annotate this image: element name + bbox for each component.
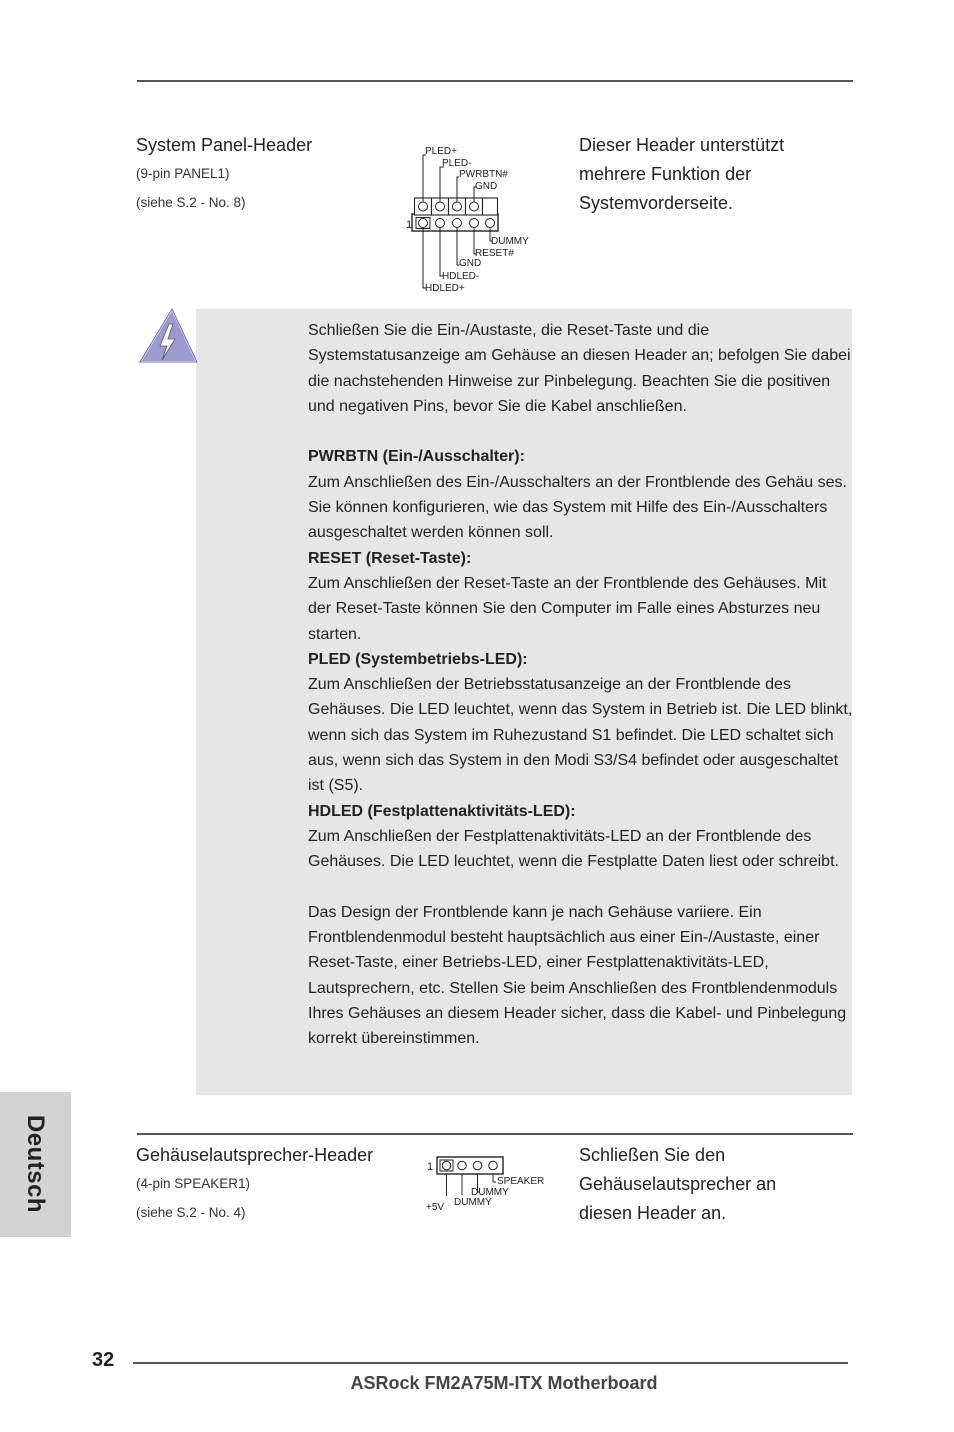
panel-label-gnd-bottom: GND [459, 258, 482, 269]
note-intro: Schließen Sie die Ein-/Austaste, die Reset-Taste und die Systemstatusanzeige am Gehäuse an diesen Header an; befolgen Sie dabei die nachstehenden Hinweise zur Pinbelegung. Beachten Sie die positiven und negativen Pins, bevor Sie die Kabel anschließen. [308, 322, 851, 415]
panel-label-pled-plus: PLED+ [425, 146, 457, 157]
speaker-header-description-line: diesen Header an. [579, 1203, 727, 1223]
top-rule [137, 80, 853, 82]
speaker-section-rule [137, 1133, 853, 1135]
speaker-pin1-label: 1 [427, 1161, 434, 1173]
panel-label-dummy: DUMMY [491, 236, 529, 247]
panel-header-description-line: mehrere Funktion der [579, 164, 752, 184]
panel-label-reset: RESET# [475, 248, 514, 259]
note-heading-reset: RESET (Reset-Taste): [308, 549, 472, 567]
panel-header-pin-diagram [404, 140, 544, 300]
panel-label-pled-minus: PLED- [442, 158, 472, 169]
panel-header-pin-info: (9-pin PANEL1) [136, 166, 230, 181]
note-text [308, 318, 853, 1052]
speaker-label-dummy-right: DUMMY [471, 1187, 509, 1198]
speaker-header-title: Gehäuselautsprecher-Header [136, 1145, 374, 1165]
speaker-header-pin-info: (4-pin SPEAKER1) [136, 1176, 251, 1191]
panel-pin1-label: 1 [406, 219, 413, 231]
speaker-header-description-line: Schließen Sie den [579, 1145, 726, 1165]
language-side-tab [0, 1092, 71, 1237]
note-heading-hdled: HDLED (Festplattenaktivitäts-LED): [308, 802, 576, 820]
panel-label-pwrbtn: PWRBTN# [459, 169, 508, 180]
note-heading-pled: PLED (Systembetriebs-LED): [308, 650, 528, 668]
panel-header-description-line: Dieser Header unterstützt [579, 135, 785, 155]
warning-lightning-icon [136, 306, 200, 366]
speaker-header-description-line: Gehäuselautsprecher an [579, 1174, 777, 1194]
note-body-pled: Zum Anschließen der Betriebsstatusanzeige an der Frontblende des Gehäuses. Die LED leuchtet, wenn das System in Betrieb ist. Die LED blinkt, wenn sich das System im Ruhezustand S1 befindet. Die LED schaltet sich aus, wenn sich das System in den Modi S3/S4 befindet oder ausgeschaltet ist (S5). [308, 676, 853, 795]
panel-header-ref: (siehe S.2 - No. 8) [136, 195, 246, 210]
panel-label-hdled-plus: HDLED+ [425, 283, 465, 294]
speaker-label-dummy-left: DUMMY [454, 1197, 492, 1208]
panel-label-hdled-minus: HDLED- [442, 271, 480, 282]
note-body-reset: Zum Anschließen der Reset-Taste an der Frontblende des Gehäuses. Mit der Reset-Taste können Sie den Computer im Falle eines Absturzes neu starten. [308, 574, 827, 643]
note-body-pwrbtn: Zum Anschließen des Ein-/Ausschalters an der Frontblende des Gehäu ses. Sie können konfigurieren, wie das System mit Hilfe des Ein-/Ausschalters ausgeschaltet werden können soll. [308, 473, 847, 542]
speaker-header-pin-diagram [422, 1152, 552, 1212]
panel-header-connector [412, 198, 498, 231]
panel-label-gnd-top: GND [475, 181, 498, 192]
note-body-hdled: Zum Anschließen der Festplattenaktivitäts-LED an der Frontblende des Gehäuses. Die LED leuchtet, wenn die Festplatte Daten liest oder schreibt. [308, 827, 839, 871]
panel-header-title: System Panel-Header [136, 135, 313, 155]
note-outro: Das Design der Frontblende kann je nach Gehäuse variiere. Ein Frontblendenmodul besteht hauptsächlich aus einer Ein-/Austaste, einer Reset-Taste, einer Betriebs-LED, einer Festplattenaktivitäts-LED, Lautsprechern, etc. Stellen Sie beim Anschließen des Frontblendenmoduls Ihres Gehäuses an diesem Header sicher, dass die Kabel- und Pinbelegung korrekt übereinstimmen. [308, 903, 847, 1048]
panel-header-description-line: Systemvorderseite. [579, 193, 734, 213]
speaker-header-ref: (siehe S.2 - No. 4) [136, 1205, 246, 1220]
footer-rule [133, 1362, 848, 1364]
speaker-connector [437, 1157, 503, 1174]
page-number: 32 [92, 1349, 115, 1371]
note-heading-pwrbtn: PWRBTN (Ein-/Ausschalter): [308, 448, 525, 466]
footer-title: ASRock FM2A75M-ITX Motherboard [350, 1373, 658, 1393]
speaker-label-speaker: SPEAKER [497, 1176, 545, 1187]
speaker-label-5v: +5V [426, 1202, 445, 1212]
language-side-tab-label: Deutsch [22, 1114, 49, 1214]
